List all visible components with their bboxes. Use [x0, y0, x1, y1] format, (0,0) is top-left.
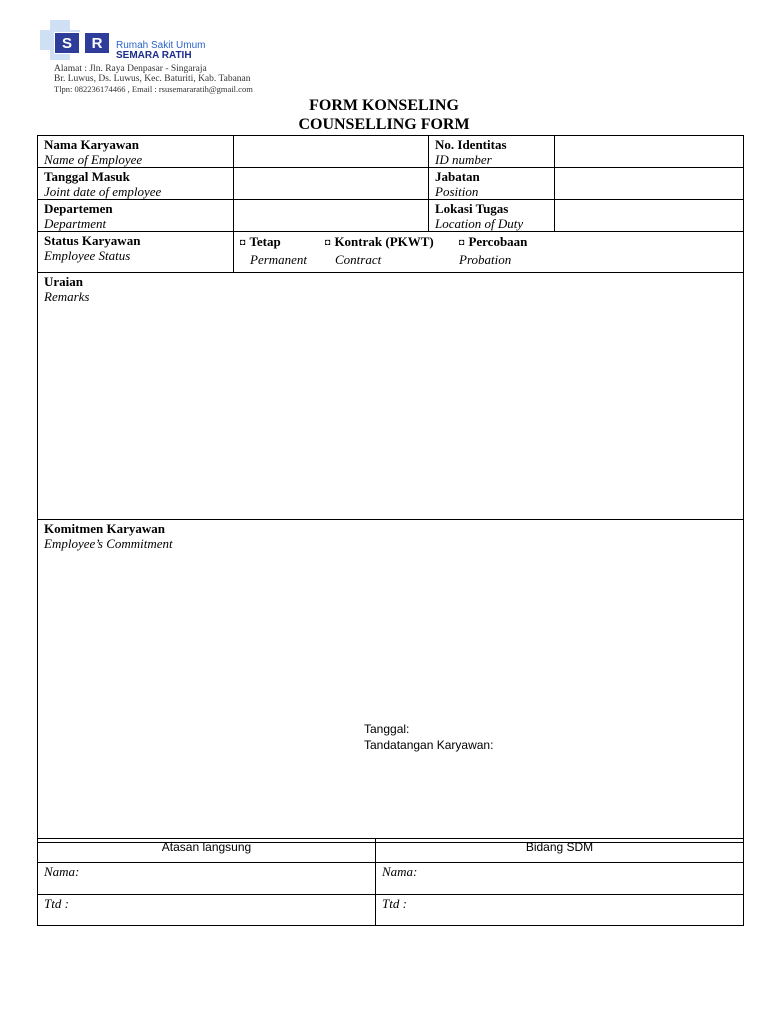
nama-sublabel: Name of Employee — [44, 152, 143, 167]
percobaan-label: Percobaan — [468, 234, 528, 249]
identitas-input[interactable] — [555, 136, 744, 168]
lokasi-sublabel: Location of Duty — [435, 216, 524, 231]
status-label-cell — [38, 232, 234, 273]
row-department-location — [38, 200, 744, 232]
row-commitment — [38, 520, 744, 843]
hr-name-field[interactable]: Nama: — [376, 863, 744, 895]
hospital-name: SEMARA RATIH — [116, 50, 192, 61]
identitas-sublabel: ID number — [435, 152, 492, 167]
status-options-cell — [234, 232, 744, 273]
status-option-tetap[interactable] — [240, 234, 307, 267]
address-line-2: Br. Luwus, Ds. Luwus, Kec. Baturiti, Kab. Tabanan — [54, 74, 251, 84]
hr-signature-field[interactable]: Ttd : — [376, 895, 744, 926]
nama-label: Nama Karyawan — [44, 137, 139, 152]
jabatan-label: Jabatan — [435, 169, 480, 184]
supervisor-header: Atasan langsung — [38, 839, 376, 863]
hr-header: Bidang SDM — [376, 839, 744, 863]
kontrak-label: Kontrak (PKWT) — [334, 234, 434, 249]
jabatan-input[interactable] — [555, 168, 744, 200]
status-label: Status Karyawan — [44, 233, 141, 248]
supervisor-name-field[interactable]: Nama: — [38, 863, 376, 895]
hospital-type: Rumah Sakit Umum — [116, 40, 206, 51]
jabatan-sublabel: Position — [435, 184, 479, 199]
row-name-id — [38, 136, 744, 168]
approval-header-row — [38, 839, 744, 863]
row-employee-status — [38, 232, 744, 273]
employee-signature-label: Tandatangan Karyawan: — [364, 738, 494, 752]
tanggal-masuk-sublabel: Joint date of employee — [44, 184, 162, 199]
status-option-kontrak[interactable] — [325, 234, 434, 267]
remarks-label: Uraian — [44, 274, 83, 289]
tetap-sublabel: Permanent — [250, 252, 308, 267]
commitment-sublabel: Employee’s Commitment — [44, 536, 173, 551]
date-label: Tanggal: — [364, 722, 410, 736]
supervisor-signature-field[interactable]: Ttd : — [38, 895, 376, 926]
checkbox-icon[interactable]: ◘ — [459, 237, 465, 247]
lokasi-label-cell — [429, 200, 555, 232]
departemen-label-cell — [38, 200, 234, 232]
tanggal-masuk-input[interactable] — [234, 168, 429, 200]
address-line-1: Alamat : Jln. Raya Denpasar - Singaraja — [54, 64, 207, 74]
contact-line: Tlpn: 082236174466 , Email : rsusemararatih@gmail.com — [54, 84, 253, 94]
jabatan-label-cell — [429, 168, 555, 200]
form-title: FORM KONSELING — [309, 97, 459, 114]
nama-input[interactable] — [234, 136, 429, 168]
tanggal-masuk-label: Tanggal Masuk — [44, 169, 130, 184]
checkbox-icon[interactable]: ◘ — [240, 237, 246, 247]
identitas-label: No. Identitas — [435, 137, 507, 152]
remarks-input[interactable] — [38, 273, 744, 520]
status-option-percobaan[interactable] — [459, 234, 527, 267]
tetap-label: Tetap — [249, 234, 281, 249]
departemen-sublabel: Department — [44, 216, 107, 231]
lokasi-input[interactable] — [555, 200, 744, 232]
lokasi-label: Lokasi Tugas — [435, 201, 509, 216]
commitment-input[interactable] — [38, 520, 744, 843]
row-remarks — [38, 273, 744, 520]
checkbox-icon[interactable]: ◘ — [325, 237, 331, 247]
commitment-label: Komitmen Karyawan — [44, 521, 165, 536]
departemen-label: Departemen — [44, 201, 113, 216]
form-subtitle: COUNSELLING FORM — [298, 116, 470, 133]
approval-sign-row — [38, 895, 744, 926]
approval-name-row — [38, 863, 744, 895]
kontrak-sublabel: Contract — [335, 252, 382, 267]
remarks-sublabel: Remarks — [44, 289, 90, 304]
status-sublabel: Employee Status — [44, 248, 131, 263]
tanggal-masuk-label-cell — [38, 168, 234, 200]
identitas-label-cell — [429, 136, 555, 168]
logo-letter-r: R — [84, 32, 110, 54]
approval-table — [37, 838, 744, 926]
counselling-form-table — [37, 135, 744, 843]
logo-letter-s: S — [54, 32, 80, 54]
percobaan-sublabel: Probation — [459, 252, 512, 267]
row-joindate-position — [38, 168, 744, 200]
nama-label-cell — [38, 136, 234, 168]
departemen-input[interactable] — [234, 200, 429, 232]
